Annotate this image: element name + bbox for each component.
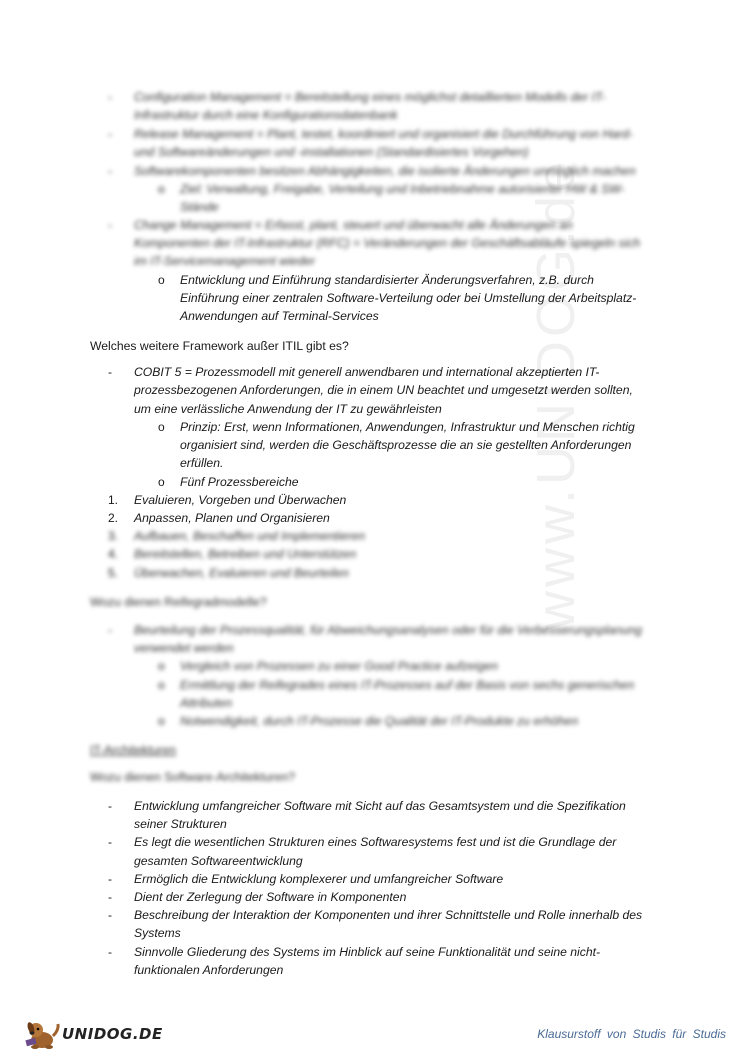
list-item-text: Ermöglich die Entwicklung komplexerer und umfangreicher Software — [134, 872, 504, 886]
list-item-text: erfüllen. — [180, 456, 224, 470]
list-item-text: organisiert sind, werden die Geschäftsprozesse die an sie gestellten Anforderungen — [180, 438, 632, 452]
section-heading: Wozu dienen Software-Architekturen? — [90, 770, 296, 784]
list-item-text: Bereitstellen, Betreiben und Unterstützen — [134, 547, 357, 561]
list-item-text: Überwachen, Evaluieren und Beurteilen — [134, 566, 349, 580]
list-item-text: Sinnvolle Gliederung des Systems im Hinblick auf seine Funktionalität und seine nicht- — [134, 945, 601, 959]
list-marker: o — [158, 714, 165, 728]
section-heading: IT-Architekturen — [90, 743, 177, 757]
list-item-text: prozessbezogenen Anforderungen, die in einem UN beachtet und umgesetzt werden sollten, — [134, 383, 633, 397]
list-item-text: COBIT 5 = Prozessmodell mit generell anwendbaren und international akzeptierten IT- — [134, 365, 600, 379]
list-item-text: funktionalen Anforderungen — [134, 963, 284, 977]
list-marker: 2. — [108, 511, 119, 525]
list-item-text: Systems — [134, 926, 181, 940]
list-item-text: Aufbauen, Beschaffen und Implementieren — [134, 529, 366, 543]
list-marker: o — [158, 273, 165, 287]
list-marker: - — [108, 164, 112, 178]
list-marker: - — [108, 623, 112, 637]
list-item-text: im IT-Servicemanagement wieder — [134, 254, 316, 268]
list-item-text: Vergleich von Prozessen zu einer Good Practice aufzeigen — [180, 659, 498, 673]
list-marker: - — [108, 90, 112, 104]
list-item-text: Einführung einer zentralen Software-Verteilung oder bei Umstellung der Arbeitsplatz- — [180, 291, 637, 305]
section-heading: Wozu dienen Reifegradmodelle? — [90, 595, 267, 609]
list-marker: - — [108, 908, 112, 922]
list-item-text: Prinzip: Erst, wenn Informationen, Anwendungen, Infrastruktur und Menschen richtig — [180, 420, 635, 434]
list-marker: 4. — [108, 547, 119, 561]
list-item-text: Ziel: Verwaltung, Freigabe, Verteilung und Inbetriebnahme autorisierter HW & SW- — [180, 182, 625, 196]
list-item-text: Notwendigkeit, durch IT-Prozesse die Qualität der IT-Produkte zu erhöhen — [180, 714, 579, 728]
list-marker: 3. — [108, 529, 119, 543]
unidog-logo[interactable] — [22, 1018, 163, 1050]
list-item-text: Change Management = Erfasst, plant, steuert und überwacht alle Änderungen an — [134, 218, 573, 232]
list-item-text: Dient der Zerlegung der Software in Komponenten — [134, 890, 407, 904]
list-item-text: Ermittlung der Reifegrades eines IT-Prozesses auf der Basis von sechs generischen — [180, 678, 635, 692]
list-marker: o — [158, 475, 165, 489]
list-marker: - — [108, 890, 112, 904]
list-item-text: Attributen — [180, 696, 233, 710]
list-item-text: Entwicklung umfangreicher Software mit Sicht auf das Gesamtsystem und die Spezifikation — [134, 799, 626, 813]
list-marker: - — [108, 835, 112, 849]
list-marker: 5. — [108, 566, 119, 580]
list-item-text: Komponenten der IT-Infrastruktur (RFC) = Veränderungen der Geschäftsabläufe spiegeln sich — [134, 236, 641, 250]
list-item-text: Es legt die wesentlichen Strukturen eines Softwaresystems fest und ist die Grundlage der — [134, 835, 617, 849]
list-item-text: und Softwareänderungen und -installationen (Standardisiertes Vorgehen) — [134, 145, 529, 159]
list-item-text: Beschreibung der Interaktion der Komponenten und ihrer Schnittstelle und Rolle innerhalb des — [134, 908, 643, 922]
list-marker: - — [108, 218, 112, 232]
list-item-text: Entwicklung und Einführung standardisierter Änderungsverfahren, z.B. durch — [180, 273, 594, 287]
list-marker: - — [108, 127, 112, 141]
list-item-text: Release Management = Plant, testet, koordiniert und organisiert die Durchführung von Hard- — [134, 127, 633, 141]
list-marker: o — [158, 182, 165, 196]
list-item-text: gesamten Softwareentwicklung — [134, 854, 303, 868]
list-marker: o — [158, 678, 165, 692]
list-item-text: um eine verlässliche Anwendung der IT zu gewährleisten — [134, 402, 442, 416]
list-item-text: seiner Strukturen — [134, 817, 227, 831]
list-item-text: Stände — [180, 200, 219, 214]
list-item-text: Anwendungen auf Terminal-Services — [180, 309, 379, 323]
list-marker: - — [108, 365, 112, 379]
list-item-text: Configuration Management = Bereitstellung eines möglichst detaillierten Modells der IT- — [134, 90, 606, 104]
dog-mascot-icon — [22, 1018, 62, 1050]
list-item-text: Beurteilung der Prozessqualität, für Abweichungsanalysen oder für die Verbesserungsplanung — [134, 623, 642, 637]
list-item-text: Evaluieren, Vorgeben und Überwachen — [134, 493, 347, 507]
list-item-text: Anpassen, Planen und Organisieren — [134, 511, 330, 525]
section-heading: Welches weitere Framework außer ITIL gibt es? — [90, 339, 349, 353]
footer-tagline: Klausurstoff von Studis für Studis — [537, 1027, 726, 1041]
list-marker: - — [108, 945, 112, 959]
list-item-text: verwendet werden — [134, 641, 234, 655]
list-marker: 1. — [108, 493, 119, 507]
list-marker: - — [108, 872, 112, 886]
list-marker: o — [158, 420, 165, 434]
list-item-text: Fünf Prozessbereiche — [180, 475, 299, 489]
logo-text: UNIDOG.DE — [62, 1025, 163, 1043]
list-marker: - — [108, 799, 112, 813]
list-item-text: Infrastruktur durch eine Konfigurationsdatenbank — [134, 108, 398, 122]
list-marker: o — [158, 659, 165, 673]
list-item-text: Softwarekomponenten besitzen Abhängigkeiten, die isolierte Änderungen unmöglich machen — [134, 164, 636, 178]
watermark: www.UNIDOG.de — [526, 157, 586, 630]
